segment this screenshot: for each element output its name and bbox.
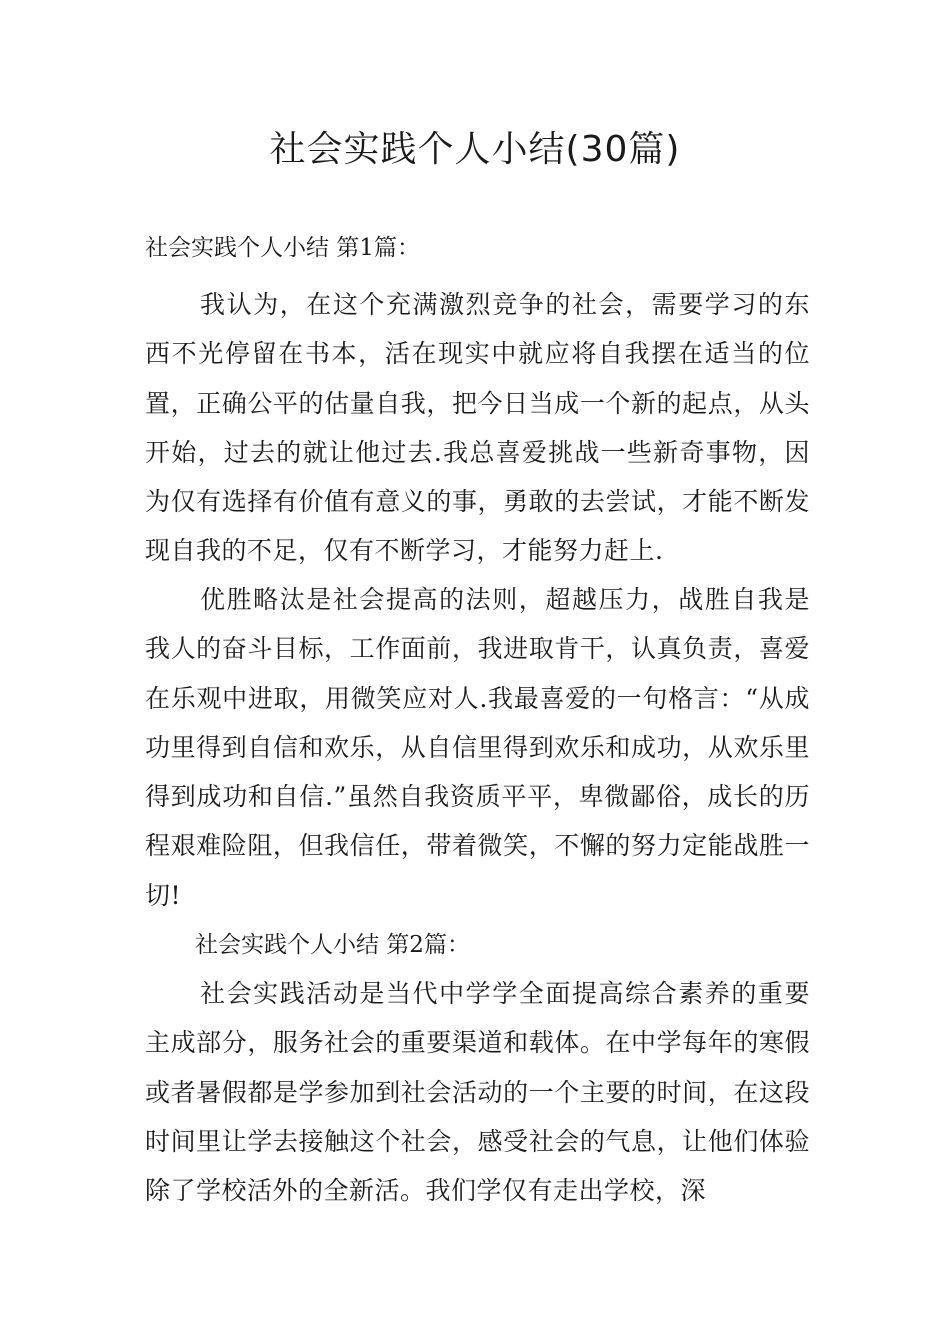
document-title: 社会实践个人小结(30篇) (269, 129, 681, 170)
section-1-paragraph-2: 优胜略汰是社会提高的法则，超越压力，战胜自我是我人的奋斗目标，工作面前，我进取肯干，认真负责，喜爱在乐观中进取，用微笑应对人.我最喜爱的一句格言：“从成功里得到自信和欢乐，从自信里得到欢乐和成功，从欢乐里得到成功和自信.”虽然自我资质平平，卑微鄙俗，成长的历程艰难险阻，但我信任，带着微笑，不懈的努力定能战胜一切! (145, 585, 810, 910)
section-2-paragraph-1: 社会实践活动是当代中学学全面提高综合素养的重要主成部分，服务社会的重要渠道和载体。在中学每年的寒假或者暑假都是学参加到社会活动的一个主要的时间，在这段时间里让学去接触这个社会，感受社会的气息，让他们体验除了学校活外的全新活。我们学仅有走出学校，深 (145, 979, 810, 1206)
section-heading-2: 社会实践个人小结 第2篇： (195, 932, 470, 958)
section-1-paragraph-1: 我认为，在这个充满激烈竞争的社会，需要学习的东西不光停留在书本，活在现实中就应将自我摆在适当的位置，正确公平的估量自我，把今日当成一个新的起点，从头开始，过去的就让他过去.我总喜爱挑战一些新奇事物，因为仅有选择有价值有意义的事，勇敢的去尝试，才能不断发现自我的不足，仅有不断学习，才能努力赶上. (145, 290, 810, 566)
section-heading-1: 社会实践个人小结 第1篇： (145, 235, 420, 261)
